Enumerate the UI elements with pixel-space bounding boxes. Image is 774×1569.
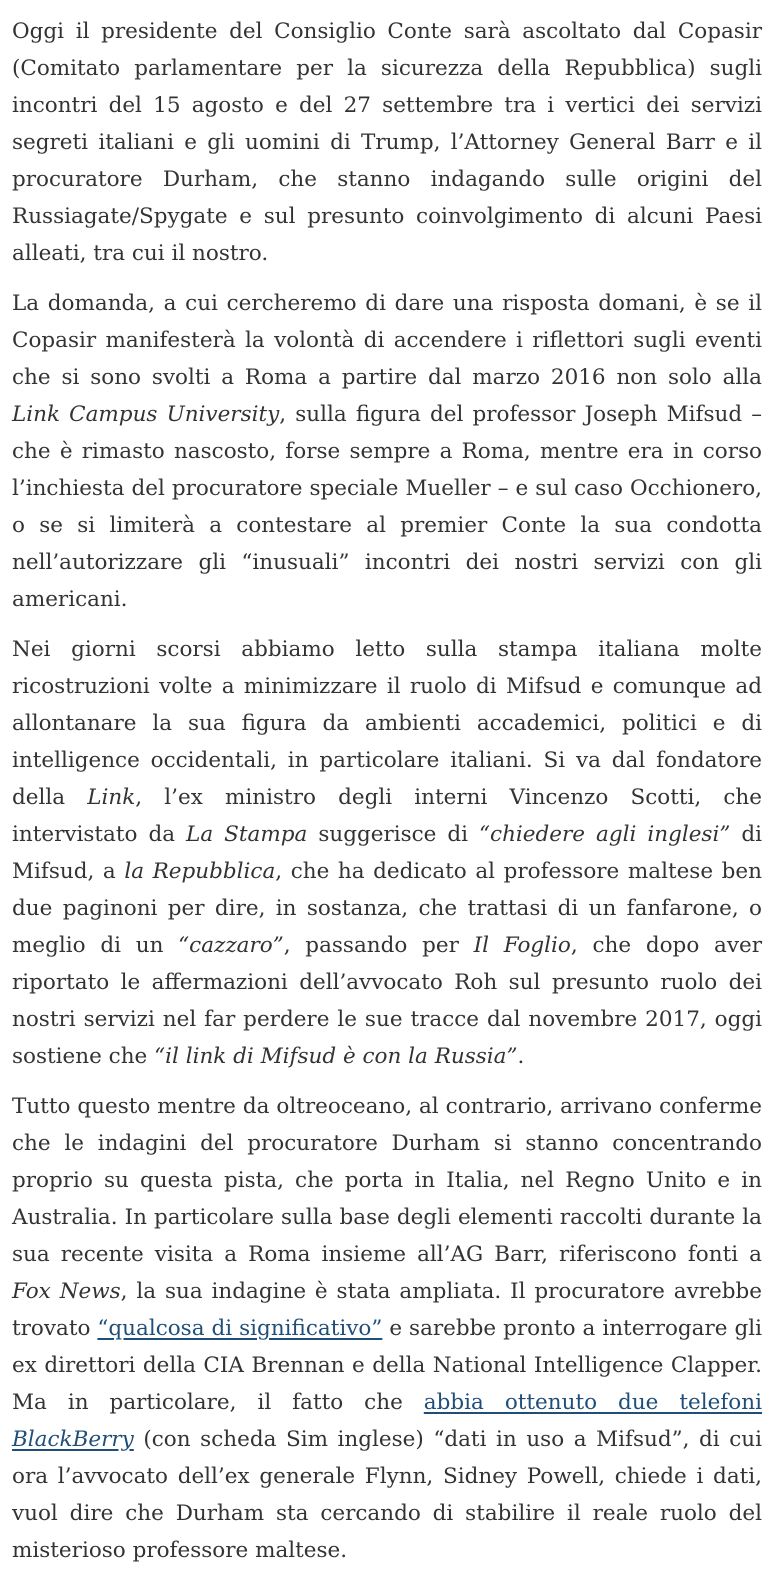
paragraph-3-text-5: , che ha dedicato al professore maltese ben due paginoni per dire, in sostanza, che trattasi di un fanfarone, o meglio di un: [12, 859, 762, 958]
link-qualcosa-di-significativo[interactable]: “qualcosa di significativo”: [97, 1316, 383, 1341]
emphasis-quote-chiedere: “chiedere agli inglesi”: [479, 822, 731, 847]
paragraph-3-text-8: .: [517, 1044, 525, 1069]
paragraph-2: [12, 285, 762, 618]
paragraph-2-text-2: , sulla figura del professor Joseph Mifsud – che è rimasto nascosto, forse sempre a Roma, mentre era in corso l’inchiesta del procuratore speciale Mueller – e sul caso Occhionero, o se si limiterà a contestare al premier Conte la sua condotta nell’autorizzare gli “inusuali” incontri dei nostri servizi con gli americani.: [12, 402, 762, 612]
paragraph-3: [12, 631, 762, 1075]
paragraph-3-text-4: di Mifsud, a: [12, 822, 762, 884]
paragraph-1: [12, 13, 762, 272]
paragraph-4-text-4: (con scheda Sim inglese) “dati in uso a Mifsud”, di cui ora l’avvocato dell’ex generale Flynn, Sidney Powell, chiede i dati, vuol dire che Durham sta cercando di stabilire il reale ruolo del misterioso professore maltese.: [12, 1427, 762, 1563]
paragraph-1-text: Oggi il presidente del Consiglio Conte sarà ascoltato dal Copasir (Comitato parlamentare per la sicurezza della Repubblica) sugli incontri del 15 agosto e del 27 settembre tra i vertici dei servizi segreti italiani e gli uomini di Trump, l’Attorney General Barr e il procuratore Durham, che stanno indagando sulle origini del Russiagate/Spygate e sul presunto coinvolgimento di alcuni Paesi alleati, tra cui il nostro.: [12, 19, 762, 266]
paragraph-4-text-1: Tutto questo mentre da oltreoceano, al contrario, arrivano conferme che le indagini del procuratore Durham si stanno concentrando proprio su questa pista, che porta in Italia, nel Regno Unito e in Australia. In particolare sulla base degli elementi raccolti durante la sua recente visita a Roma insieme all’AG Barr, riferiscono fonti a: [12, 1094, 762, 1267]
paragraph-3-text-3: suggerisce di: [307, 822, 480, 847]
emphasis-fox-news: Fox News: [12, 1279, 121, 1304]
emphasis-quote-cazzaro: “cazzaro”: [178, 933, 284, 958]
emphasis-link-campus-university: Link Campus University: [12, 402, 280, 427]
link-blackberry-phones-text: abbia ottenuto due telefoni: [423, 1390, 762, 1415]
paragraph-3-text-7: , che dopo aver riportato le affermazioni dell’avvocato Roh sul presunto ruolo dei nostri servizi nel far perdere le sue tracce dal novembre 2017, oggi sostiene che: [12, 933, 762, 1069]
paragraph-2-text-1: La domanda, a cui cercheremo di dare una risposta domani, è se il Copasir manifesterà la volontà di accendere i riflettori sugli eventi che si sono svolti a Roma a partire dal marzo 2016 non solo alla: [12, 291, 762, 390]
paragraph-4-text-2: , la sua indagine è stata ampliata. Il procuratore avrebbe trovato: [12, 1279, 762, 1341]
emphasis-la-stampa: La Stampa: [186, 822, 308, 847]
paragraph-3-text-1: Nei giorni scorsi abbiamo letto sulla stampa italiana molte ricostruzioni volte a minimizzare il ruolo di Mifsud e comunque ad allontanare la sua figura da ambienti accademici, politici e di intelligence occidentali, in particolare italiani. Si va dal fondatore della: [12, 637, 762, 810]
paragraph-3-text-6: , passando per: [283, 933, 474, 958]
link-blackberry-phones-emphasis: BlackBerry: [12, 1427, 134, 1452]
paragraph-3-text-2: , l’ex ministro degli interni Vincenzo Scotti, che intervistato da: [12, 785, 762, 847]
emphasis-la-repubblica: la Repubblica: [124, 859, 276, 884]
emphasis-link: Link: [87, 785, 136, 810]
emphasis-quote-russia: “il link di Mifsud è con la Russia”: [154, 1044, 518, 1069]
paragraph-4-text-3: e sarebbe pronto a interrogare gli ex direttori della CIA Brennan e della National Intelligence Clapper. Ma in particolare, il fatto che: [12, 1316, 762, 1415]
paragraph-4: [12, 1088, 762, 1569]
emphasis-il-foglio: Il Foglio: [473, 933, 571, 958]
